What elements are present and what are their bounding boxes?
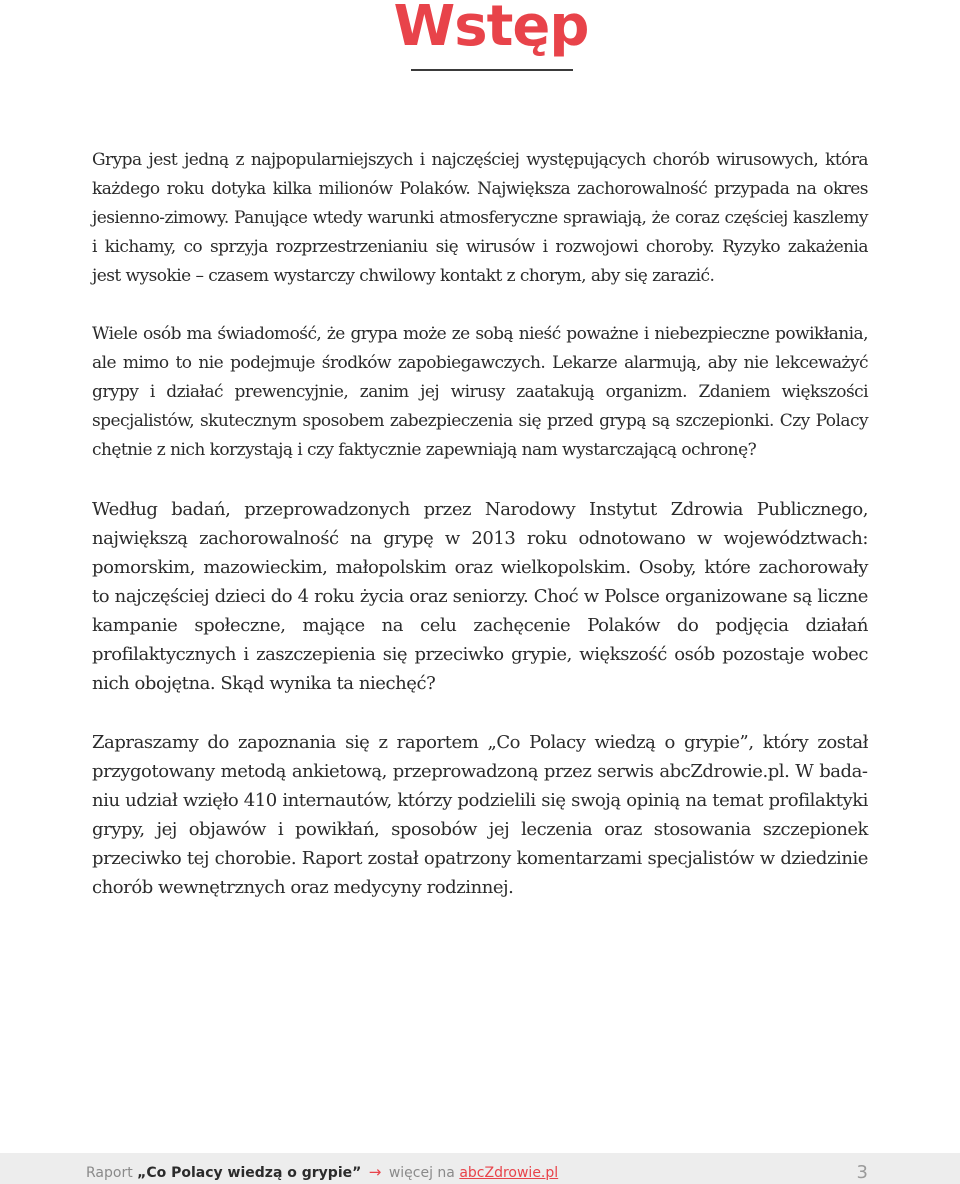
- footer-report-title: „Co Polacy wiedzą o grypie”: [137, 1165, 362, 1181]
- page-footer: [0, 1153, 960, 1184]
- page-title: Wstęp: [393, 0, 589, 59]
- paragraph-intro: Grypa jest jedną z najpopularniejszych i najczęściej występujących chorób wirusowych, która każdego roku dotyka kilka milionów Polaków. Największa zachorowalność przypada na okres jesienno-zimowy. Panujące wtedy warunki atmosferyczne sprawiają, że coraz częściej kaszlemy i kichamy, co sprzyja rozprzestrzenianiu się wirusów i rozwojowi choroby. Ryzyko zakażenia jest wysokie – czasem wystarczy chwilowy kontakt z chorym, aby się zarazić.: [92, 150, 868, 286]
- abczdrowie-link[interactable]: abcZdrowie.pl: [459, 1165, 559, 1181]
- title-underline: [411, 69, 573, 71]
- footer-prefix: Raport: [86, 1165, 133, 1181]
- article-body: [92, 146, 868, 902]
- arrow-right-icon: →: [368, 1163, 382, 1181]
- footer-more-text: więcej na: [388, 1165, 455, 1181]
- footer-caption: [86, 1163, 558, 1181]
- paragraph-invitation: Zapraszamy do zapoznania się z raportem „Co Polacy wiedzą o grypie”, który został przygotowany metodą ankietową, przeprowadzoną przez serwis abcZdrowie.pl. W badaniu udział wzięło 410 internautów, którzy podzielili się swoją opinią na temat profilaktyki grypy, jej objawów i powikłań, sposobów jej leczenia oraz stosowania szczepionek przeciwko tej chorobie. Raport został opatrzony komentarzami specjalistów w dziedzinie chorób wewnętrznych oraz medycyny rodzinnej.: [92, 732, 868, 898]
- paragraph-research: Według badań, przeprowadzonych przez Narodowy Instytut Zdrowia Publicznego, największą zachorowalność na grypę w 2013 roku odnotowano w województwach: pomorskim, mazowieckim, małopolskim oraz wielkopolskim. Osoby, które zachorowały to najczęściej dzieci do 4 roku życia oraz seniorzy. Choć w Polsce organizowane są liczne kampanie społeczne, mające na celu zachęcenie Polaków do podjęcia działań profilaktycznych i zaszczepienia się przeciwko grypie, większość osób pozostaje wobec nich obojętna. Skąd wynika ta niechęć?: [92, 499, 868, 694]
- paragraph-complications: Wiele osób ma świadomość, że grypa może ze sobą nieść poważne i niebezpieczne powikłania, ale mimo to nie podejmuje środków zapobiegawczych. Lekarze alarmują, aby nie lekceważyć grypy i działać prewencyjnie, zanim jej wirusy zaatakują organizm. Zdaniem większości specjalistów, skutecznym sposobem zabezpieczenia się przed grypą są szczepionki. Czy Polacy chętnie z nich korzystają i czy faktycznie zapewniają nam wystarczającą ochronę?: [92, 324, 868, 460]
- page-number: 3: [856, 1162, 868, 1183]
